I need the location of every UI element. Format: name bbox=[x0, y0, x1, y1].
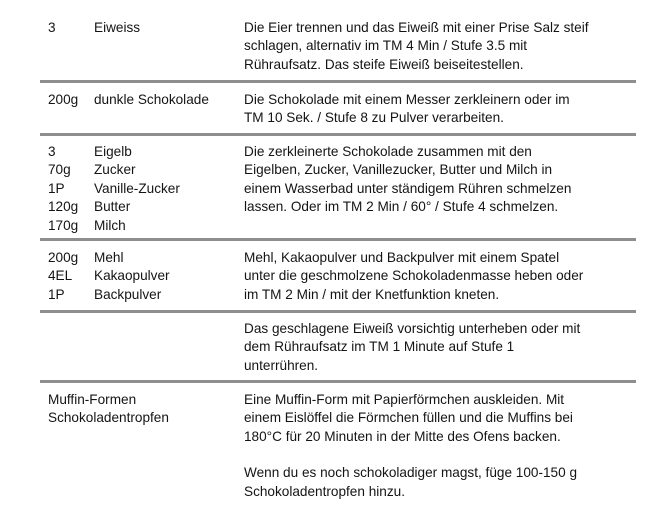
step-description bbox=[244, 320, 604, 375]
ingredient-name: Schokoladentropfen bbox=[48, 410, 169, 426]
description-line: schlagen, alternativ im TM 4 Min / Stufe 3.5 mit bbox=[244, 38, 528, 54]
row-divider bbox=[40, 133, 636, 136]
description-line: einem Wasserbad unter ständigem Rühren schmelzen bbox=[244, 180, 572, 196]
description-line: Rühraufsatz. Das steife Eiweiß beiseitestellen. bbox=[244, 56, 524, 72]
ingredient-quantity: 170g bbox=[48, 217, 79, 233]
ingredient-quantity: 3 bbox=[48, 144, 56, 159]
description-line: Die Eier trennen und das Eiweiß mit einer Prise Salz steif bbox=[244, 20, 589, 35]
row-divider bbox=[40, 80, 636, 83]
description-line: Eine Muffin-Form mit Papierförmchen auskleiden. Mit bbox=[244, 392, 565, 407]
ingredient-name: Mehl bbox=[94, 250, 124, 265]
ingredient-quantities bbox=[48, 143, 78, 235]
description-line: Das geschlagene Eiweiß vorsichtig unterheben oder mit bbox=[244, 321, 581, 336]
ingredient-name: Backpulver bbox=[94, 286, 162, 302]
description-line: einem Eislöffel die Förmchen füllen und die Muffins bei bbox=[244, 410, 573, 426]
note-line: Wenn du es noch schokoladiger magst, füge 100-150 g bbox=[244, 465, 578, 481]
description-line: im TM 2 Min / mit der Knetfunktion kneten. bbox=[244, 286, 500, 302]
description-line: Eigelben, Zucker, Vanillezucker, Butter und Milch in bbox=[244, 162, 553, 178]
description-line: 180°C für 20 Minuten in der Mitte des Ofens backen. bbox=[244, 428, 561, 444]
description-line: unterrühren. bbox=[244, 357, 319, 373]
note-line: Schokoladentropfen hinzu. bbox=[244, 483, 405, 499]
ingredient-name: Muffin-Formen bbox=[48, 392, 137, 407]
step-description bbox=[244, 249, 604, 304]
description-line: dem Rühraufsatz im TM 1 Minute auf Stufe 1 bbox=[244, 339, 515, 355]
description-line: TM 10 Sek. / Stufe 8 zu Pulver verarbeiten. bbox=[244, 110, 504, 126]
ingredient-name: Milch bbox=[94, 217, 126, 233]
ingredient-name: Vanille-Zucker bbox=[94, 180, 180, 196]
ingredient-name: Zucker bbox=[94, 162, 136, 178]
description-line: Mehl, Kakaopulver und Backpulver mit einem Spatel bbox=[244, 250, 560, 265]
ingredient-quantity: 70g bbox=[48, 162, 71, 178]
row-divider bbox=[40, 238, 636, 241]
step-description bbox=[244, 391, 604, 501]
row-divider bbox=[40, 310, 636, 313]
row-divider bbox=[40, 380, 636, 383]
ingredient-names bbox=[94, 249, 170, 304]
description-line: Die zerkleinerte Schokolade zusammen mit den bbox=[244, 144, 532, 159]
ingredient-name: dunkle Schokolade bbox=[94, 92, 209, 107]
ingredient-quantity: 200g bbox=[48, 250, 79, 265]
ingredient-name: Kakaopulver bbox=[94, 268, 170, 284]
ingredient-names bbox=[94, 143, 180, 235]
ingredient-quantity: 200g bbox=[48, 92, 79, 107]
ingredient-quantity: 1P bbox=[48, 286, 65, 302]
ingredient-quantity: 120g bbox=[48, 199, 79, 215]
step-description bbox=[244, 19, 604, 74]
description-line: lassen. Oder im TM 2 Min / 60° / Stufe 4 schmelzen. bbox=[244, 199, 559, 215]
ingredient-names bbox=[48, 391, 169, 428]
description-line: unter die geschmolzene Schokoladenmasse heben oder bbox=[244, 268, 584, 284]
description-line: Die Schokolade mit einem Messer zerkleinern oder im bbox=[244, 92, 570, 107]
ingredient-name: Eigelb bbox=[94, 144, 132, 159]
ingredient-name: Eiweiss bbox=[94, 20, 141, 35]
ingredient-name: Butter bbox=[94, 199, 131, 215]
ingredient-quantity: 3 bbox=[48, 20, 56, 35]
ingredient-quantity: 1P bbox=[48, 180, 65, 196]
ingredient-quantities bbox=[48, 249, 78, 304]
description-paragraph bbox=[244, 391, 604, 446]
note-paragraph bbox=[244, 464, 604, 501]
step-description bbox=[244, 91, 604, 128]
step-description bbox=[244, 143, 604, 217]
ingredient-quantity: 4EL bbox=[48, 268, 73, 284]
